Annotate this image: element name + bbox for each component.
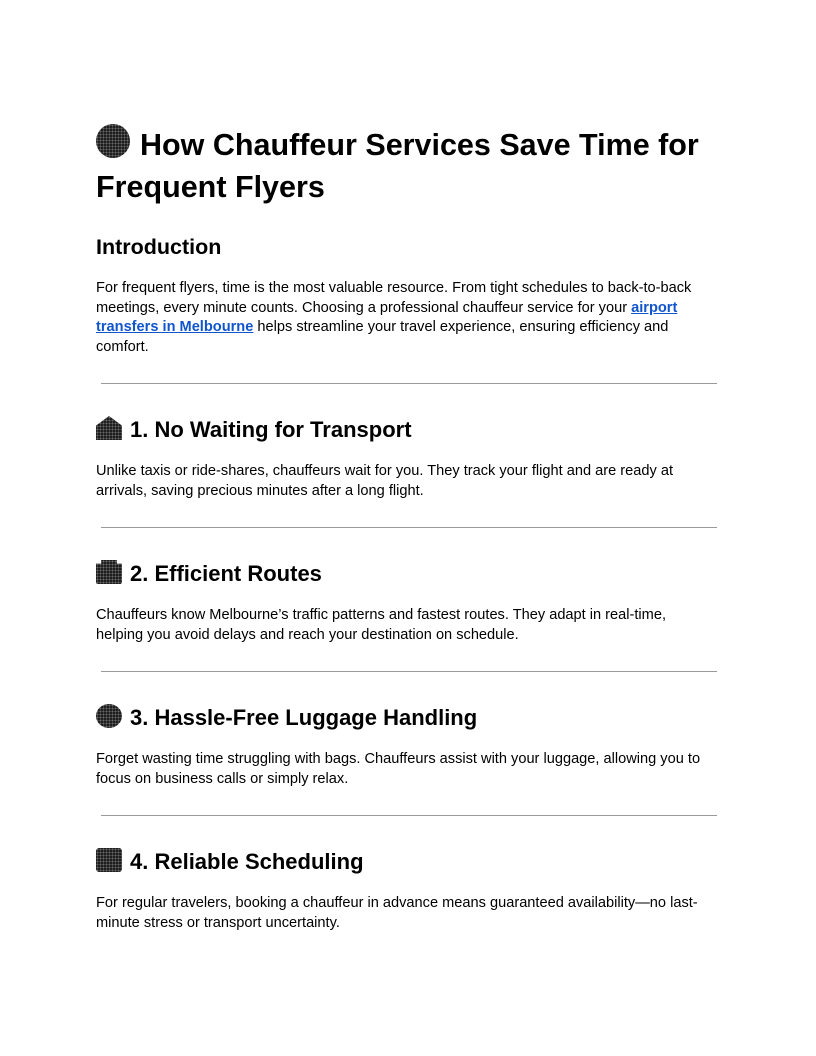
- section-heading-text: 1. No Waiting for Transport: [130, 417, 412, 442]
- section-heading-text: 3. Hassle-Free Luggage Handling: [130, 705, 478, 730]
- section-body-no-waiting: Unlike taxis or ride-shares, chauffeurs wait for you. They track your flight and are ready at arrivals, saving precious minutes after a long flight.: [96, 463, 673, 499]
- section-body-luggage: Forget wasting time struggling with bags. Chauffeurs assist with your luggage, allowing you to focus on business calls or simply relax.: [96, 751, 701, 787]
- calendar-icon: [96, 848, 122, 872]
- section-heading-luggage: [96, 703, 477, 733]
- introduction-text-end: helps streamline your travel experience, ensuring efficiency and comfort.: [96, 319, 669, 355]
- page-title: [96, 124, 736, 208]
- page-title-text: How Chauffeur Services Save Time for Frequent Flyers: [96, 128, 699, 204]
- section-body-scheduling: For regular travelers, booking a chauffeur in advance means guaranteed availability—no last-minute stress or transport uncertainty.: [96, 895, 698, 931]
- introduction-text-start: For frequent flyers, time is the most valuable resource. From tight schedules to back-to-back meetings, every minute counts. Choosing a professional chauffeur service for your: [96, 280, 692, 316]
- map-icon: [96, 560, 122, 584]
- section-heading-text: 2. Efficient Routes: [130, 561, 322, 586]
- section-heading-scheduling: [96, 847, 364, 877]
- section-heading-efficient-routes: [96, 559, 322, 589]
- section-heading-text: 4. Reliable Scheduling: [130, 849, 364, 874]
- divider: [101, 383, 717, 384]
- globe-icon: [96, 124, 130, 158]
- section-heading-no-waiting: [96, 415, 412, 445]
- divider: [101, 671, 717, 672]
- airport-transfers-link[interactable]: airport transfers in Melbourne: [96, 299, 678, 335]
- section-body-efficient-routes: Chauffeurs know Melbourne’s traffic patterns and fastest routes. They adapt in real-time, helping you avoid delays and reach your destination on schedule.: [96, 607, 667, 643]
- luggage-icon: [96, 704, 122, 728]
- divider: [101, 815, 717, 816]
- introduction-paragraph: [96, 279, 711, 357]
- taxi-icon: [96, 416, 122, 440]
- divider: [101, 527, 717, 528]
- introduction-heading: Introduction: [96, 235, 222, 259]
